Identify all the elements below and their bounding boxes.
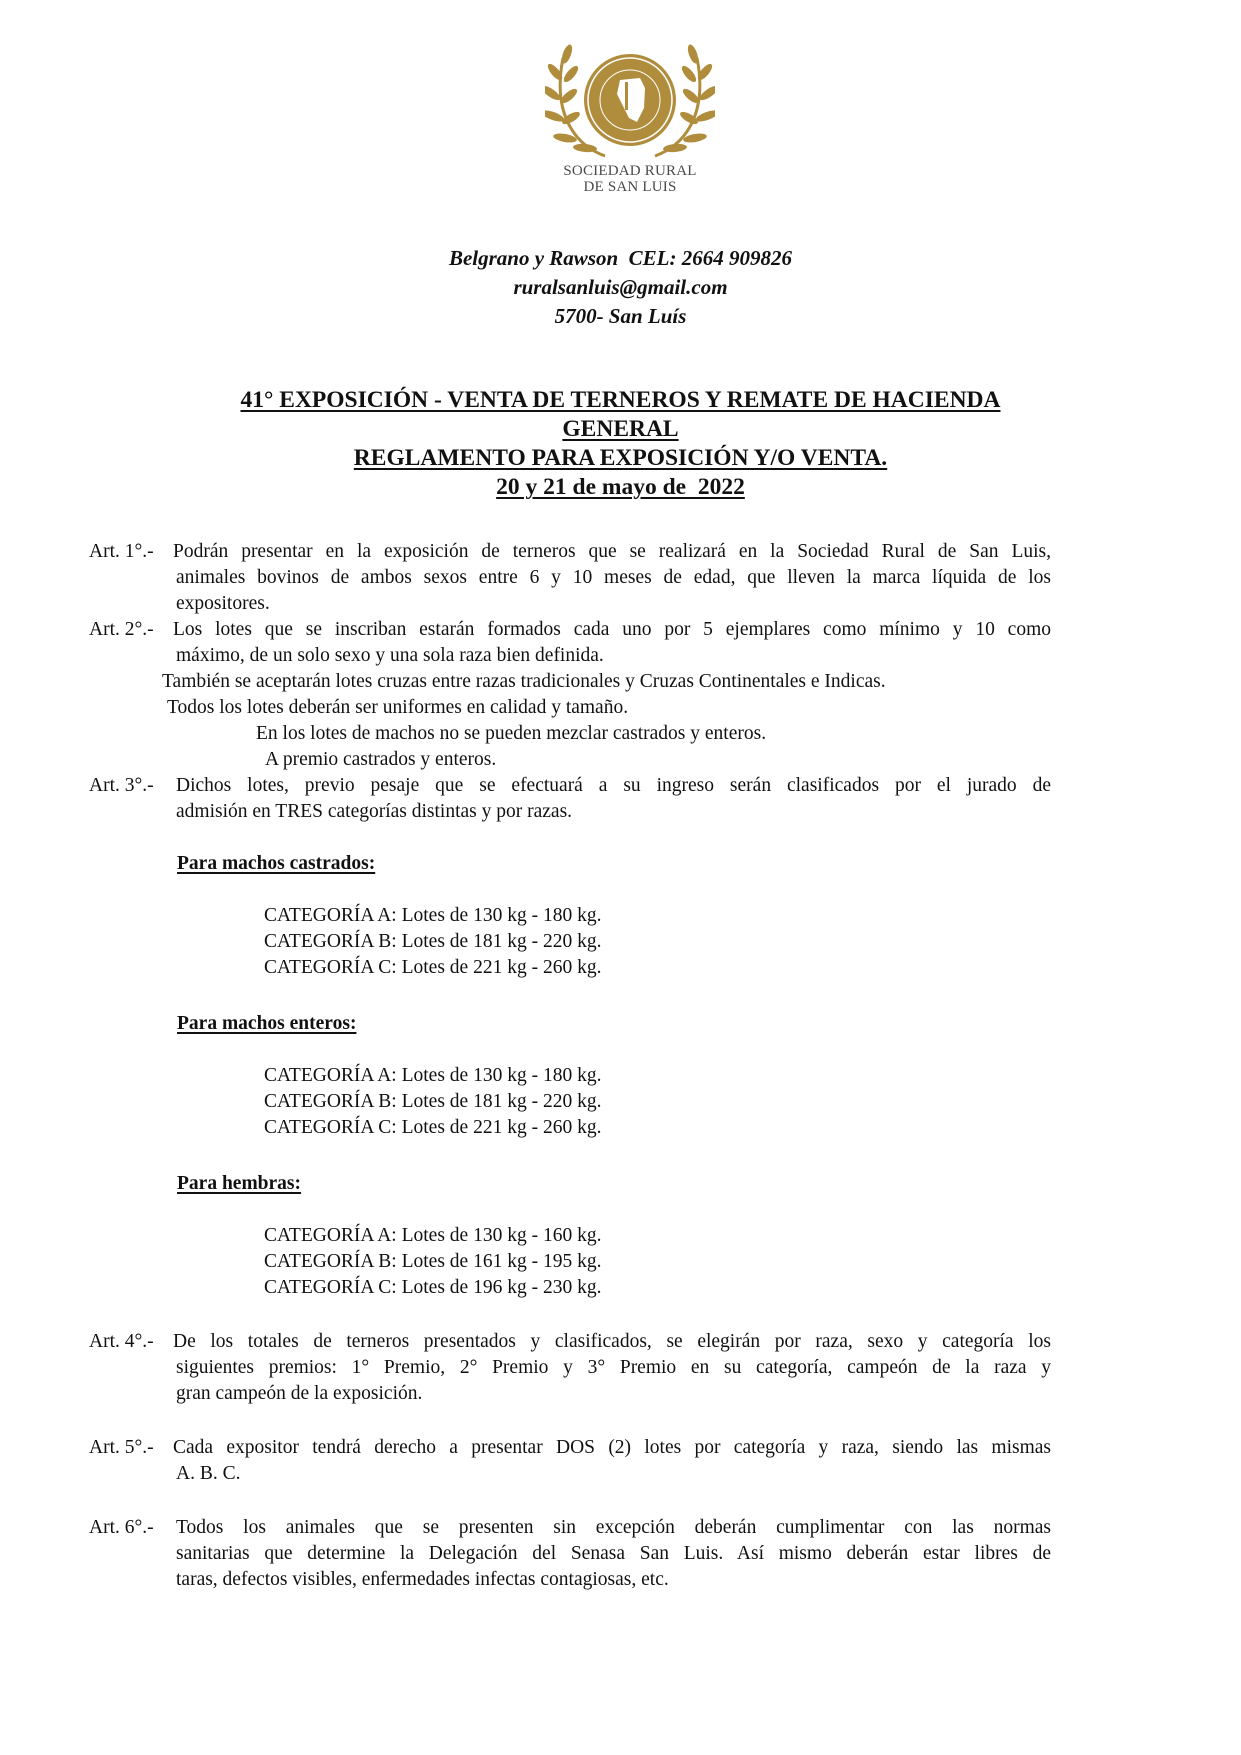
art1-label: Art. 1°.- — [89, 541, 154, 562]
art2-line2: máximo, de un solo sexo y una sola raza bien definida. — [176, 645, 604, 666]
title-line-1: 41° EXPOSICIÓN - VENTA DE TERNEROS Y REMATE DE HACIENDA — [240, 387, 1001, 413]
laurel-wreath-emblem-icon — [545, 38, 715, 163]
art1-line2: animales bovinos de ambos sexos entre 6 y 10 meses de edad, que lleven la marca líquida de los — [176, 567, 1051, 588]
art1-line1: Podrán presentar en la exposición de terneros que se realizará en la Sociedad Rural de San Luis, — [173, 541, 1051, 562]
art4-line2: siguientes premios: 1° Premio, 2° Premio y 3° Premio en su categoría, campeón de la raza y — [176, 1357, 1051, 1378]
logo-caption: SOCIEDAD RURAL DE SAN LUIS — [563, 163, 697, 195]
art6-line1: Todos los animales que se presenten sin excepción deberán cumplimentar con las normas — [176, 1517, 1051, 1538]
title-date: 20 y 21 de mayo de 2022 — [496, 474, 745, 500]
enteros-cat-a: CATEGORÍA A: Lotes de 130 kg - 180 kg. — [264, 1065, 602, 1086]
art3-line2: admisión en TRES categorías distintas y por razas. — [176, 801, 573, 822]
art4-line3: gran campeón de la exposición. — [176, 1383, 423, 1404]
heading-enteros: Para machos enteros: — [177, 1013, 357, 1034]
art5-line2: A. B. C. — [176, 1463, 241, 1484]
hembras-cat-a: CATEGORÍA A: Lotes de 130 kg - 160 kg. — [264, 1225, 602, 1246]
heading-hembras: Para hembras: — [177, 1173, 302, 1194]
art4-label: Art. 4°.- — [89, 1331, 154, 1352]
castrados-cat-b: CATEGORÍA B: Lotes de 181 kg - 220 kg. — [264, 931, 602, 952]
art6-line2: sanitarias que determine la Delegación del Senasa San Luis. Así mismo deberán estar libres de — [176, 1543, 1051, 1564]
address-phone: Belgrano y Rawson CEL: 2664 909826 — [448, 246, 793, 270]
hembras-cat-b: CATEGORÍA B: Lotes de 161 kg - 195 kg. — [264, 1251, 602, 1272]
document-title — [0, 386, 1241, 502]
art3-line1: Dichos lotes, previo pesaje que se efectuará a su ingreso serán clasificados por el jurado de — [176, 775, 1051, 796]
art2-line3: También se aceptarán lotes cruzas entre razas tradicionales y Cruzas Continentales e Indicas. — [162, 671, 886, 692]
hembras-cat-c: CATEGORÍA C: Lotes de 196 kg - 230 kg. — [264, 1277, 602, 1298]
heading-castrados: Para machos castrados: — [177, 853, 376, 874]
art1-line3: expositores. — [176, 593, 270, 614]
art6-line3: taras, defectos visibles, enfermedades infectas contagiosas, etc. — [176, 1569, 669, 1590]
art6-label: Art. 6°.- — [89, 1517, 154, 1538]
art2-line6: A premio castrados y enteros. — [265, 749, 497, 770]
art5-label: Art. 5°.- — [89, 1437, 154, 1458]
art3-label: Art. 3°.- — [89, 775, 154, 796]
contact-block — [0, 244, 1241, 331]
castrados-cat-c: CATEGORÍA C: Lotes de 221 kg - 260 kg. — [264, 957, 602, 978]
art5-line1: Cada expositor tendrá derecho a presentar DOS (2) lotes por categoría y raza, siendo las mismas — [173, 1437, 1051, 1458]
art4-line1: De los totales de terneros presentados y clasificados, se elegirán por raza, sexo y categoría los — [173, 1331, 1051, 1352]
art2-label: Art. 2°.- — [89, 619, 154, 640]
enteros-cat-b: CATEGORÍA B: Lotes de 181 kg - 220 kg. — [264, 1091, 602, 1112]
art2-line5: En los lotes de machos no se pueden mezclar castrados y enteros. — [256, 723, 767, 744]
title-line-3: REGLAMENTO PARA EXPOSICIÓN Y/O VENTA. — [353, 445, 888, 471]
enteros-cat-c: CATEGORÍA C: Lotes de 221 kg - 260 kg. — [264, 1117, 602, 1138]
castrados-cat-a: CATEGORÍA A: Lotes de 130 kg - 180 kg. — [264, 905, 602, 926]
postal-city: 5700- San Luís — [554, 304, 687, 328]
email-text: ruralsanluis@gmail.com — [513, 275, 728, 299]
art2-line1: Los lotes que se inscriban estarán formados cada uno por 5 ejemplares como mínimo y 10 como — [173, 619, 1051, 640]
art2-line4: Todos los lotes deberán ser uniformes en calidad y tamaño. — [167, 697, 629, 718]
title-line-2: GENERAL — [562, 416, 679, 442]
